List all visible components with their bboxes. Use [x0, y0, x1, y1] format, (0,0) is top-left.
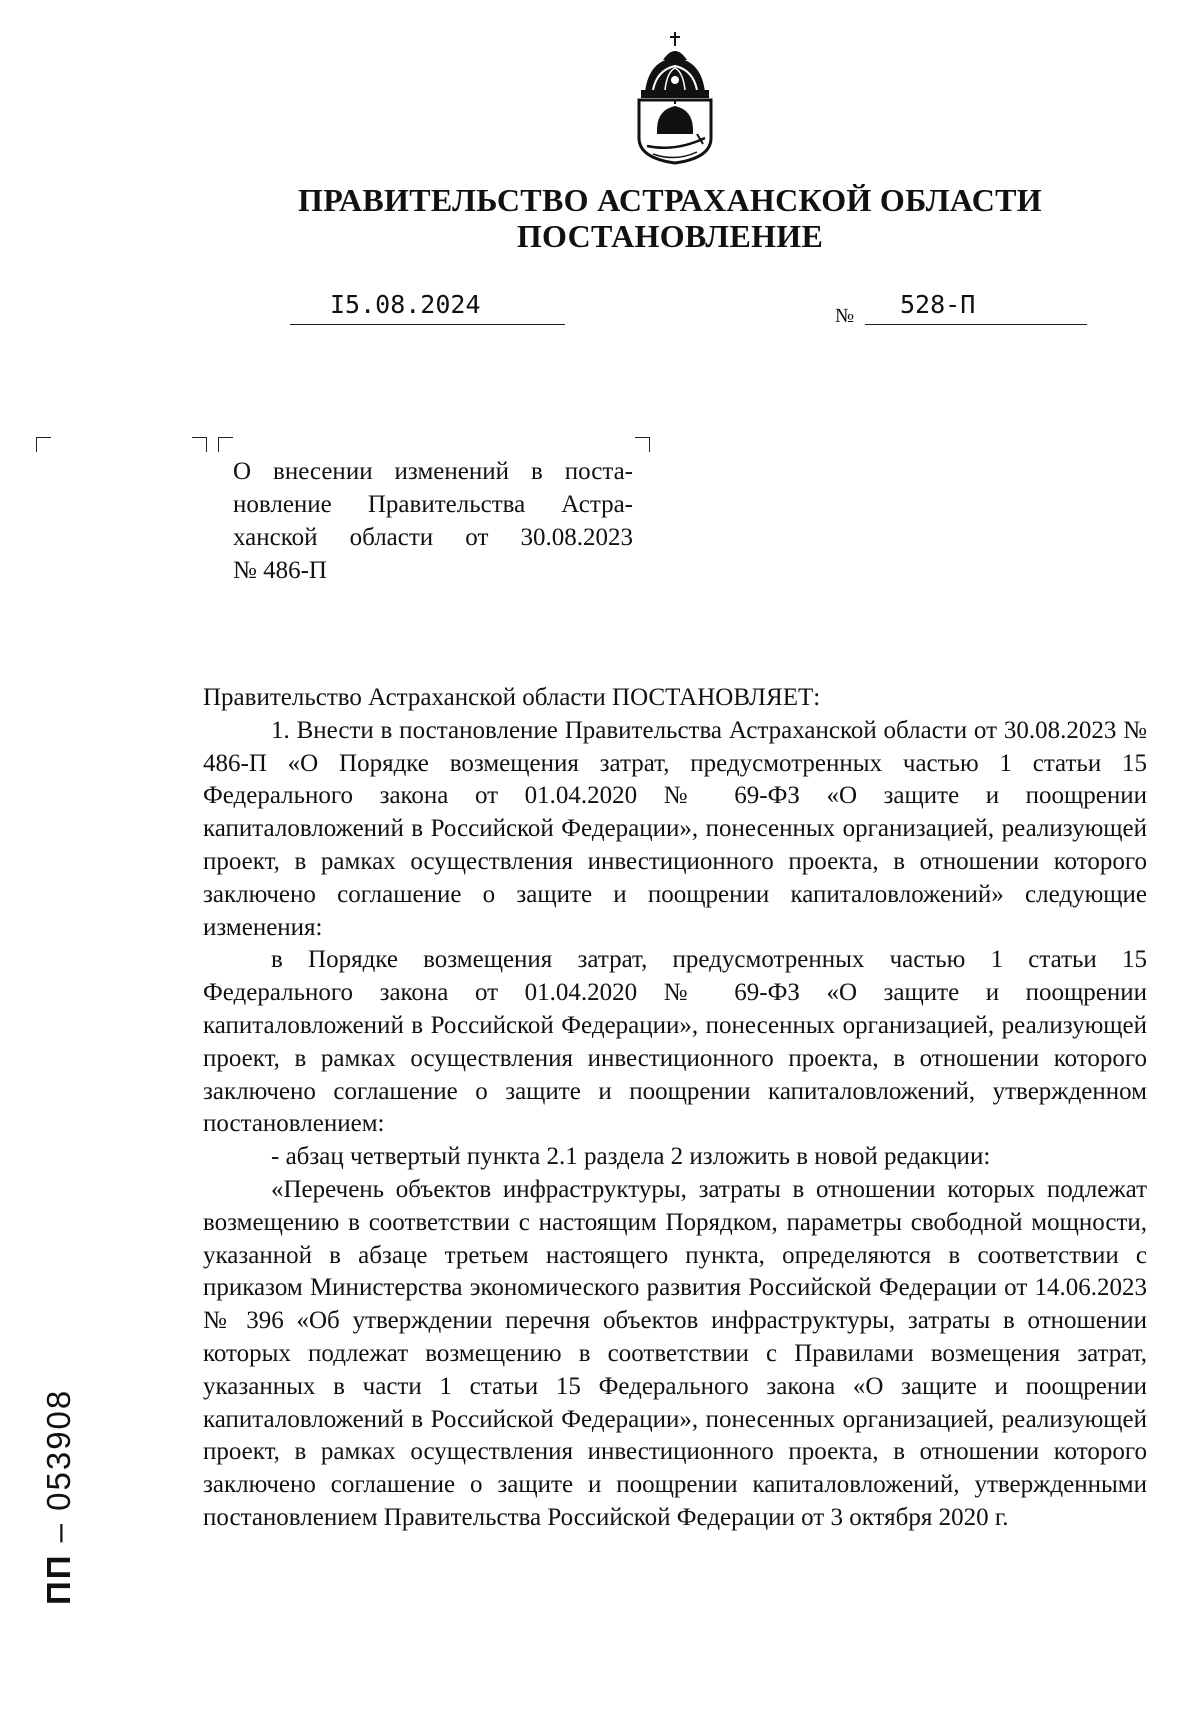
- serial-prefix: ПП: [40, 1553, 77, 1605]
- body-paragraph: «Перечень объектов инфраструктуры, затраты в отношении которых подлежат возмещению в соответствии с настоящим Порядком, параметры свободной мощности, указанной в абзаце третьем настоящего пункта, определяются в соответствии с приказом Министерства экономического развития Российской Федерации от 14.06.2023 № 396 «Об утверждении перечня объектов инфраструктуры, затраты в отношении которых подлежат возмещению в соответствии с Правилами возмещения затрат, указанных в части 1 статьи 15 Федерального закона «О защите и поощрении капиталовложений в Российской Федерации», понесенных организацией, реализующей проект, в рамках осуществления инвестиционного проекта, в отношении которого заключено соглашение о защите и поощрении капиталовложений, утвержденными постановлением Правительства Российской Федерации от 3 октября 2020 г.: [203, 1175, 1147, 1531]
- subject-line: О внесении изменений в поста-: [233, 458, 633, 485]
- subject-line: новление Правительства Астра-: [233, 491, 633, 518]
- corner-mark-subject-end: [635, 437, 650, 452]
- subject-line: ханской области от 30.08.2023: [233, 524, 633, 551]
- corner-mark-subject-start: [218, 437, 233, 452]
- document-number-field: [865, 290, 1087, 325]
- document-subject: [233, 455, 633, 587]
- body-paragraph: в Порядке возмещения затрат, предусмотренных частью 1 статьи 15 Федерального закона от 01.04.2020 № 69-ФЗ «О защите и поощрении капиталовложений в Российской Федерации», понесенных организацией, реализующей проект, в рамках осуществления инвестиционного проекта, в отношении которого заключено соглашение о защите и поощрении капиталовложений, утвержденном постановлением:: [203, 946, 1147, 1138]
- corner-mark-left: [36, 437, 51, 452]
- form-serial-number: [40, 1389, 78, 1605]
- body-paragraph: - абзац четвертый пункта 2.1 раздела 2 изложить в новой редакции:: [271, 1143, 991, 1171]
- document-number: 528-П: [900, 290, 976, 319]
- document-body: [203, 682, 1147, 1535]
- astrakhan-coat-of-arms-icon: [635, 30, 715, 165]
- body-paragraph: 1. Внести в постановление Правительства Астраханской области от 30.08.2023 № 486-П «О Порядке возмещения затрат, предусмотренных частью 1 статьи 15 Федерального закона от 01.04.2020 № 69-ФЗ «О защите и поощрении капиталовложений в Российской Федерации», понесенных организацией, реализующей проект, в рамках осуществления инвестиционного проекта, в отношении которого заключено соглашение о защите и поощрении капиталовложений» следующие изменения:: [203, 716, 1147, 941]
- number-sign: №: [835, 305, 855, 327]
- corner-mark-left-end: [192, 437, 207, 452]
- serial-dash: –: [40, 1510, 77, 1554]
- document-type: ПОСТАНОВЛЕНИЕ: [516, 218, 824, 254]
- subject-line: № 486-П: [233, 557, 327, 584]
- organization-title: [240, 182, 1100, 254]
- document-date: I5.08.2024: [330, 290, 481, 319]
- organization-name: ПРАВИТЕЛЬСТВО АСТРАХАНСКОЙ ОБЛАСТИ: [298, 182, 1042, 218]
- document-date-field: [290, 290, 565, 325]
- body-paragraph-preamble: Правительство Астраханской области ПОСТАНОВЛЯЕТ:: [203, 684, 821, 711]
- serial-digits: 053908: [40, 1388, 77, 1511]
